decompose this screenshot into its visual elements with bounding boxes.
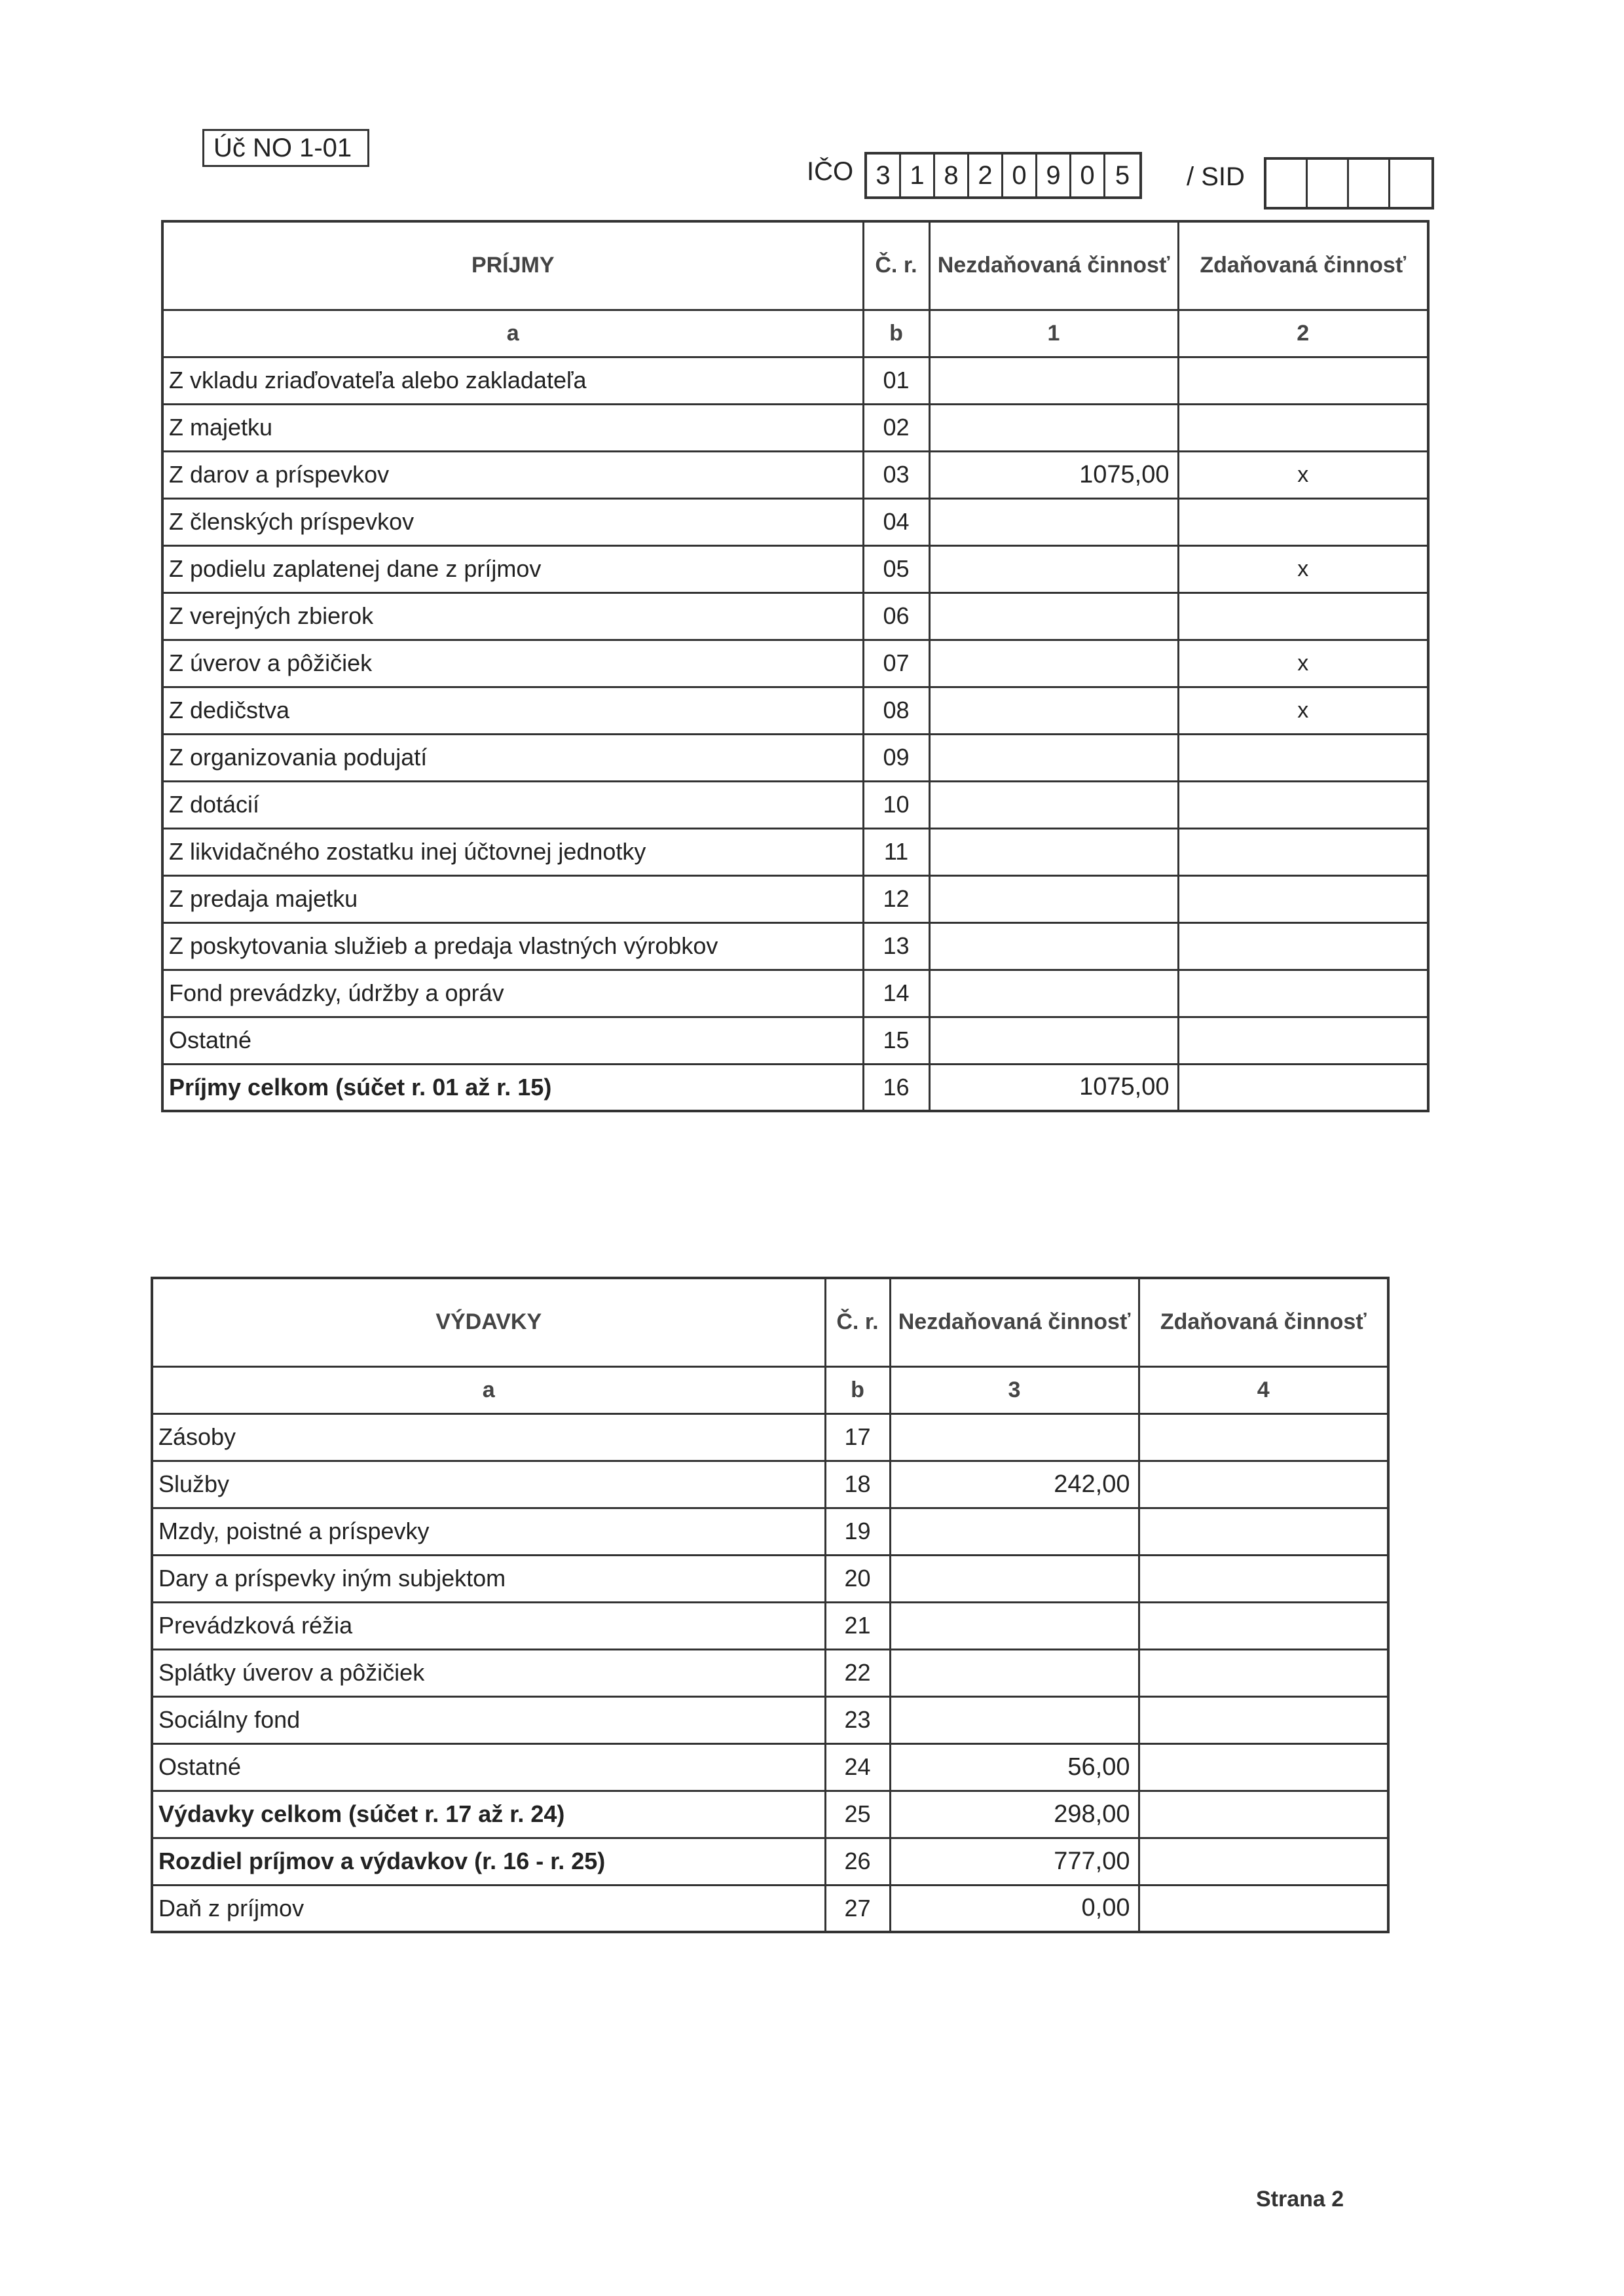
expenses-row xyxy=(152,1743,1388,1791)
expenses-row xyxy=(152,1413,1388,1461)
income-table xyxy=(161,220,1430,1112)
expenses-value-nontaxed xyxy=(890,1649,1139,1696)
ico-digit-box: 3 xyxy=(867,155,901,196)
expenses-title: VÝDAVKY xyxy=(152,1278,825,1366)
expenses-cr-header: Č. r. xyxy=(825,1278,890,1366)
expenses-row-label: Ostatné xyxy=(152,1743,825,1791)
expenses-row xyxy=(152,1791,1388,1838)
sid-digit-box xyxy=(1308,160,1349,207)
expenses-row-number: 26 xyxy=(825,1838,890,1885)
sid-label: / SID xyxy=(1187,162,1245,191)
expenses-value-taxed xyxy=(1139,1743,1388,1791)
income-value-taxed xyxy=(1178,781,1428,828)
expenses-row xyxy=(152,1508,1388,1555)
expenses-value-nontaxed xyxy=(890,1413,1139,1461)
income-row xyxy=(162,734,1428,781)
expenses-row-number: 21 xyxy=(825,1602,890,1649)
income-row-number: 12 xyxy=(863,875,929,922)
sid-digit-box xyxy=(1349,160,1390,207)
income-row xyxy=(162,451,1428,498)
income-row-label: Z podielu zaplatenej dane z príjmov xyxy=(162,545,863,592)
income-row-label: Z členských príspevkov xyxy=(162,498,863,545)
income-row-number: 13 xyxy=(863,922,929,970)
expenses-col1-header: Nezdaňovaná činnosť xyxy=(890,1278,1139,1366)
expenses-value-nontaxed: 298,00 xyxy=(890,1791,1139,1838)
income-row xyxy=(162,498,1428,545)
income-sub-2: 2 xyxy=(1178,310,1428,357)
income-row-number: 09 xyxy=(863,734,929,781)
expenses-row-number: 27 xyxy=(825,1885,890,1932)
income-row-number: 10 xyxy=(863,781,929,828)
expenses-row xyxy=(152,1555,1388,1602)
income-row-number: 04 xyxy=(863,498,929,545)
expenses-sub-a: a xyxy=(152,1366,825,1413)
income-row xyxy=(162,970,1428,1017)
expenses-row xyxy=(152,1461,1388,1508)
income-value-taxed xyxy=(1178,1064,1428,1111)
expenses-col2-header: Zdaňovaná činnosť xyxy=(1139,1278,1388,1366)
income-value-taxed xyxy=(1178,1017,1428,1064)
expenses-value-nontaxed: 242,00 xyxy=(890,1461,1139,1508)
expenses-row-number: 25 xyxy=(825,1791,890,1838)
income-value-taxed xyxy=(1178,592,1428,640)
income-row-label: Z predaja majetku xyxy=(162,875,863,922)
income-value-nontaxed xyxy=(929,828,1178,875)
expenses-sub-b: b xyxy=(825,1366,890,1413)
ico-digit-box: 1 xyxy=(901,155,935,196)
income-row xyxy=(162,781,1428,828)
income-value-taxed: x xyxy=(1178,687,1428,734)
income-sub-b: b xyxy=(863,310,929,357)
income-title: PRÍJMY xyxy=(162,221,863,310)
ico-digit-box: 5 xyxy=(1115,161,1130,190)
ico-digit-box: 0 xyxy=(1071,155,1105,196)
income-value-nontaxed xyxy=(929,498,1178,545)
income-value-nontaxed xyxy=(929,970,1178,1017)
income-row-label: Z organizovania podujatí xyxy=(162,734,863,781)
income-sub-a: a xyxy=(162,310,863,357)
income-row-number: 05 xyxy=(863,545,929,592)
expenses-table xyxy=(151,1277,1390,1933)
expenses-row xyxy=(152,1649,1388,1696)
income-value-nontaxed xyxy=(929,545,1178,592)
income-value-taxed xyxy=(1178,357,1428,404)
income-value-taxed: x xyxy=(1178,545,1428,592)
income-row xyxy=(162,357,1428,404)
ico-digit-box: 0 xyxy=(1003,155,1037,196)
ico-digit-box: 9 xyxy=(1037,155,1071,196)
income-row xyxy=(162,1017,1428,1064)
expenses-value-taxed xyxy=(1139,1791,1388,1838)
income-value-taxed xyxy=(1178,404,1428,451)
expenses-value-taxed xyxy=(1139,1555,1388,1602)
expenses-value-nontaxed xyxy=(890,1555,1139,1602)
expenses-row xyxy=(152,1838,1388,1885)
income-row-number: 06 xyxy=(863,592,929,640)
page-number: Strana 2 xyxy=(1256,2187,1344,2212)
sid-digit-box xyxy=(1266,160,1308,207)
ico-boxes xyxy=(864,152,1142,199)
expenses-row-label: Prevádzková réžia xyxy=(152,1602,825,1649)
expenses-value-taxed xyxy=(1139,1838,1388,1885)
expenses-row-label: Mzdy, poistné a príspevky xyxy=(152,1508,825,1555)
income-value-nontaxed xyxy=(929,781,1178,828)
expenses-row xyxy=(152,1602,1388,1649)
income-value-taxed xyxy=(1178,922,1428,970)
expenses-value-taxed xyxy=(1139,1696,1388,1743)
income-value-nontaxed xyxy=(929,734,1178,781)
expenses-value-taxed xyxy=(1139,1885,1388,1932)
form-id: Úč NO 1-01 xyxy=(202,129,369,167)
income-row-label: Z dotácií xyxy=(162,781,863,828)
expenses-value-taxed xyxy=(1139,1602,1388,1649)
expenses-value-nontaxed: 0,00 xyxy=(890,1885,1139,1932)
income-row-number: 11 xyxy=(863,828,929,875)
expenses-row xyxy=(152,1885,1388,1932)
income-row-number: 07 xyxy=(863,640,929,687)
expenses-row-number: 17 xyxy=(825,1413,890,1461)
expenses-row-number: 20 xyxy=(825,1555,890,1602)
ico-digit-box: 2 xyxy=(969,155,1003,196)
income-value-taxed xyxy=(1178,734,1428,781)
income-value-nontaxed: 1075,00 xyxy=(929,1064,1178,1111)
income-sub-1: 1 xyxy=(929,310,1178,357)
income-value-taxed xyxy=(1178,828,1428,875)
expenses-value-nontaxed xyxy=(890,1508,1139,1555)
income-value-nontaxed xyxy=(929,640,1178,687)
income-cr-header: Č. r. xyxy=(863,221,929,310)
income-row-number: 01 xyxy=(863,357,929,404)
expenses-row-number: 22 xyxy=(825,1649,890,1696)
income-row xyxy=(162,545,1428,592)
expenses-sub-4: 4 xyxy=(1139,1366,1388,1413)
income-row xyxy=(162,687,1428,734)
income-row-label: Príjmy celkom (súčet r. 01 až r. 15) xyxy=(162,1064,863,1111)
expenses-value-nontaxed: 777,00 xyxy=(890,1838,1139,1885)
expenses-row-number: 23 xyxy=(825,1696,890,1743)
income-row-label: Fond prevádzky, údržby a opráv xyxy=(162,970,863,1017)
income-row xyxy=(162,828,1428,875)
income-value-nontaxed xyxy=(929,404,1178,451)
income-row xyxy=(162,875,1428,922)
expenses-row-number: 19 xyxy=(825,1508,890,1555)
expenses-value-taxed xyxy=(1139,1413,1388,1461)
sid-boxes xyxy=(1264,157,1434,210)
expenses-row-label: Služby xyxy=(152,1461,825,1508)
income-value-nontaxed xyxy=(929,922,1178,970)
expenses-row-number: 18 xyxy=(825,1461,890,1508)
income-row xyxy=(162,922,1428,970)
expenses-row-label: Daň z príjmov xyxy=(152,1885,825,1932)
income-value-nontaxed xyxy=(929,875,1178,922)
expenses-value-nontaxed xyxy=(890,1696,1139,1743)
expenses-value-nontaxed: 56,00 xyxy=(890,1743,1139,1791)
income-row xyxy=(162,640,1428,687)
income-value-taxed xyxy=(1178,498,1428,545)
income-row-number: 15 xyxy=(863,1017,929,1064)
income-row-number: 02 xyxy=(863,404,929,451)
expenses-row-label: Rozdiel príjmov a výdavkov (r. 16 - r. 25) xyxy=(152,1838,825,1885)
expenses-row-number: 24 xyxy=(825,1743,890,1791)
income-value-taxed: x xyxy=(1178,451,1428,498)
income-value-nontaxed xyxy=(929,1017,1178,1064)
sid-digit-box xyxy=(1390,160,1431,207)
ico-label: IČO xyxy=(807,157,854,186)
income-row-label: Z úverov a pôžičiek xyxy=(162,640,863,687)
income-value-nontaxed xyxy=(929,357,1178,404)
income-value-taxed xyxy=(1178,875,1428,922)
expenses-row-label: Zásoby xyxy=(152,1413,825,1461)
income-row-label: Z poskytovania služieb a predaja vlastných výrobkov xyxy=(162,922,863,970)
expenses-value-taxed xyxy=(1139,1508,1388,1555)
income-value-nontaxed xyxy=(929,592,1178,640)
income-row-label: Z darov a príspevkov xyxy=(162,451,863,498)
income-value-nontaxed: 1075,00 xyxy=(929,451,1178,498)
income-row-label: Ostatné xyxy=(162,1017,863,1064)
income-value-taxed: x xyxy=(1178,640,1428,687)
income-row xyxy=(162,1064,1428,1111)
expenses-value-nontaxed xyxy=(890,1602,1139,1649)
income-value-nontaxed xyxy=(929,687,1178,734)
income-row-label: Z vkladu zriaďovateľa alebo zakladateľa xyxy=(162,357,863,404)
income-row-label: Z verejných zbierok xyxy=(162,592,863,640)
income-col2-header: Zdaňovaná činnosť xyxy=(1178,221,1428,310)
expenses-value-taxed xyxy=(1139,1461,1388,1508)
expenses-sub-3: 3 xyxy=(890,1366,1139,1413)
income-row-label: Z majetku xyxy=(162,404,863,451)
income-row-number: 03 xyxy=(863,451,929,498)
income-row-number: 14 xyxy=(863,970,929,1017)
income-col1-header: Nezdaňovaná činnosť xyxy=(929,221,1178,310)
income-value-taxed xyxy=(1178,970,1428,1017)
expenses-row-label: Splátky úverov a pôžičiek xyxy=(152,1649,825,1696)
expenses-value-taxed xyxy=(1139,1649,1388,1696)
expenses-row-label: Dary a príspevky iným subjektom xyxy=(152,1555,825,1602)
income-row-label: Z dedičstva xyxy=(162,687,863,734)
income-row xyxy=(162,592,1428,640)
expenses-row xyxy=(152,1696,1388,1743)
expenses-row-label: Sociálny fond xyxy=(152,1696,825,1743)
ico-digit-box: 8 xyxy=(935,155,969,196)
income-row-number: 16 xyxy=(863,1064,929,1111)
income-row xyxy=(162,404,1428,451)
expenses-row-label: Výdavky celkom (súčet r. 17 až r. 24) xyxy=(152,1791,825,1838)
income-row-number: 08 xyxy=(863,687,929,734)
income-row-label: Z likvidačného zostatku inej účtovnej jednotky xyxy=(162,828,863,875)
